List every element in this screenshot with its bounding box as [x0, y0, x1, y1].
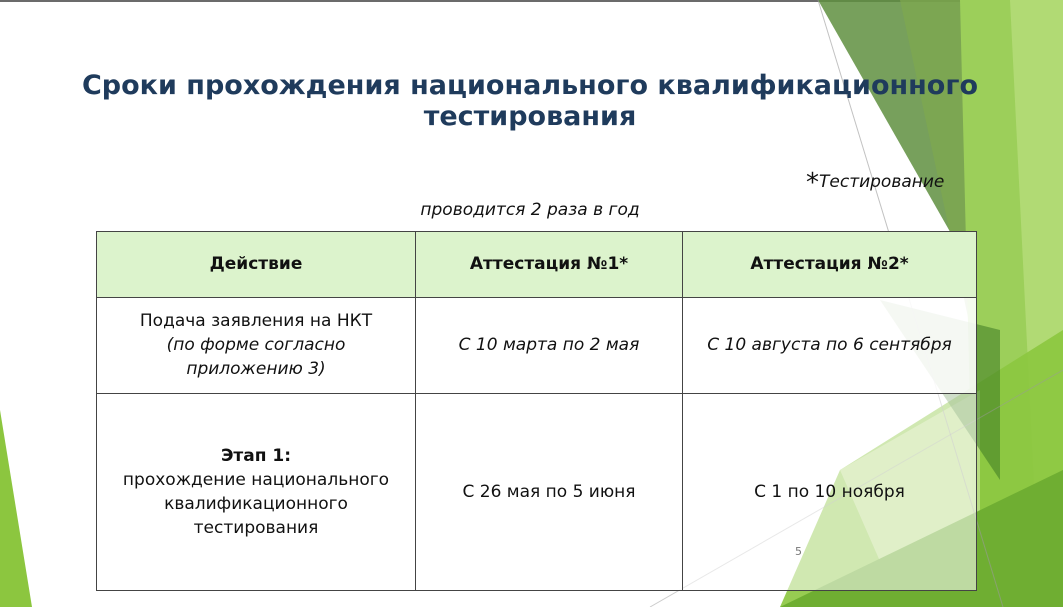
table-row — [97, 393, 977, 590]
attestation-2-dates: С 10 августа по 6 сентября — [683, 297, 977, 393]
testing-note-text: Тестирование — [819, 172, 945, 192]
testing-note-line1 — [806, 168, 944, 198]
table-header-row — [97, 232, 977, 298]
action-cell — [97, 393, 416, 590]
action-text: Подача заявления на НКТ — [139, 311, 373, 332]
schedule-table — [96, 231, 977, 591]
header-attestation-2: Аттестация №2* — [683, 232, 977, 298]
asterisk: * — [806, 168, 819, 198]
attestation-1-dates: С 26 мая по 5 июня — [416, 393, 683, 590]
attestation-2-dates: С 1 по 10 ноября — [683, 393, 977, 590]
action-cell — [97, 297, 416, 393]
table-row — [97, 297, 977, 393]
stage-label: Этап 1: — [220, 445, 292, 466]
attestation-1-dates: С 10 марта по 2 мая — [416, 297, 683, 393]
header-attestation-1: Аттестация №1* — [416, 232, 683, 298]
action-text: прохождение национального квалификационного тестирования — [122, 469, 390, 538]
header-action: Действие — [97, 232, 416, 298]
slide-title: Сроки прохождения национального квалификационного тестирования — [81, 70, 979, 132]
testing-note-line2: проводится 2 раза в год — [420, 200, 640, 220]
page-number: 5 — [795, 545, 802, 558]
action-note: (по форме согласно приложению 3) — [166, 335, 346, 380]
